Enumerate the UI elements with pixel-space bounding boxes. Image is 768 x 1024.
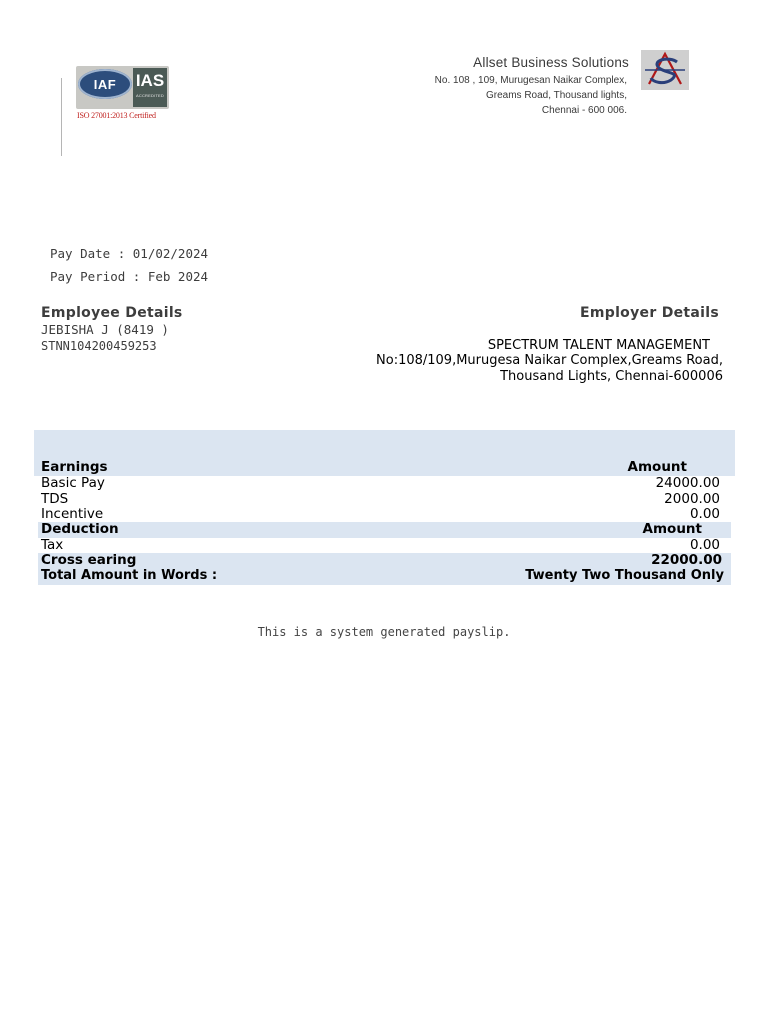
employer-address-line: Thousand Lights, Chennai-600006 bbox=[500, 369, 723, 384]
earning-amount: 2000.00 bbox=[664, 491, 720, 507]
employee-name: JEBISHA J (8419 ) bbox=[41, 322, 169, 337]
earning-label: Basic Pay bbox=[41, 475, 105, 491]
employer-name: SPECTRUM TALENT MANAGEMENT bbox=[487, 338, 710, 353]
employer-address-line: No:108/109,Murugesa Naikar Complex,Greams Road, bbox=[376, 353, 723, 368]
earning-label: TDS bbox=[41, 491, 69, 507]
deduction-amount: 0.00 bbox=[689, 537, 720, 553]
company-name: Allset Business Solutions bbox=[473, 55, 629, 70]
company-address-line: No. 108 , 109, Murugesan Naikar Complex, bbox=[434, 75, 627, 86]
earning-amount: 0.00 bbox=[689, 506, 720, 522]
company-logo-icon bbox=[641, 50, 689, 90]
deduction-amount-header: Amount bbox=[642, 521, 702, 537]
amount-in-words-value: Twenty Two Thousand Only bbox=[525, 568, 724, 583]
company-address-line: Chennai - 600 006. bbox=[541, 105, 627, 116]
ias-logo-icon: IAS ACCREDITED bbox=[133, 68, 167, 107]
iaf-logo-icon: IAF bbox=[78, 69, 132, 99]
deduction-header-band bbox=[38, 522, 731, 538]
gross-row-band bbox=[38, 553, 731, 569]
amount-in-words-label: Total Amount in Words : bbox=[41, 568, 218, 583]
employer-details-heading: Employer Details bbox=[580, 305, 719, 321]
deduction-label: Tax bbox=[41, 537, 64, 553]
employee-details-heading: Employee Details bbox=[41, 305, 183, 321]
iaf-ias-logo bbox=[76, 66, 169, 109]
iso-certification-text: ISO 27001:2013 Certified bbox=[77, 111, 156, 120]
pay-date: Pay Date : 01/02/2024 bbox=[50, 246, 209, 261]
earning-amount: 24000.00 bbox=[655, 475, 720, 491]
gross-earning-label: Cross earing bbox=[41, 552, 137, 568]
company-address-line: Greams Road, Thousand lights, bbox=[485, 90, 627, 101]
earnings-header: Earnings bbox=[41, 459, 108, 475]
employee-code: STNN104200459253 bbox=[41, 339, 157, 353]
header-divider-line bbox=[61, 78, 62, 156]
system-generated-note: This is a system generated payslip. bbox=[257, 625, 511, 639]
gross-earning-amount: 22000.00 bbox=[651, 552, 722, 568]
earning-label: Incentive bbox=[41, 506, 104, 522]
pay-period: Pay Period : Feb 2024 bbox=[50, 269, 209, 284]
earnings-amount-header: Amount bbox=[627, 459, 687, 475]
deduction-header: Deduction bbox=[41, 521, 119, 537]
